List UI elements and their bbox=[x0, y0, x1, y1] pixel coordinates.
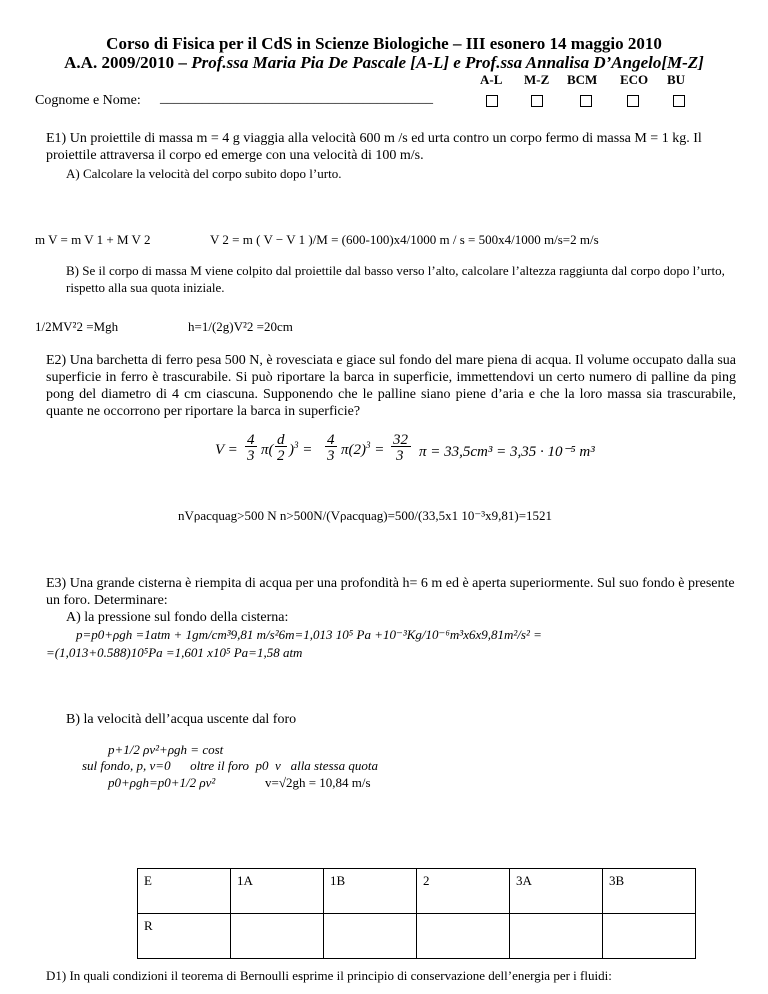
e3-solution-b-2: sul fondo, p, v=0 oltre il foro p0 v alla stessa quota bbox=[82, 758, 378, 773]
grading-table bbox=[137, 868, 696, 959]
grading-result-row bbox=[138, 914, 696, 959]
label-m-z: M-Z bbox=[524, 72, 550, 87]
e1-question-b: B) Se il corpo di massa M viene colpito dal proiettile dal basso verso l’alto, calcolare l’altezza raggiunta dal corpo dopo l’urto, rispetto alla sua quota iniziale. bbox=[66, 263, 725, 295]
e1-solution-a-1: m V = m V 1 + M V 2 bbox=[35, 232, 151, 247]
e3-solution-b-4: v=√2gh = 10,84 m/s bbox=[265, 775, 371, 790]
label-bu: BU bbox=[667, 72, 686, 87]
grading-cell[interactable] bbox=[510, 914, 603, 959]
label-eco: ECO bbox=[620, 72, 649, 87]
e1-solution-b-1: 1/2MV²2 =Mgh bbox=[35, 319, 119, 334]
d1-text: D1) In quali condizioni il teorema di Bernoulli esprime il principio di conservazione dell’energia per i fluidi: bbox=[46, 968, 612, 983]
checkbox-bcm[interactable] bbox=[580, 95, 592, 107]
grading-header-row bbox=[138, 869, 696, 914]
checkbox-a-l[interactable] bbox=[486, 95, 498, 107]
e1-solution-a-2: V 2 = m ( V − V 1 )/M = (600-100)x4/1000 m / s = 500x4/1000 m/s=2 m/s bbox=[210, 232, 599, 247]
e3-text: E3) Una grande cisterna è riempita di acqua per una profondità h= 6 m ed è aperta superiormente. Sul suo fondo è presente un foro. Determinare: bbox=[46, 576, 735, 608]
checkbox-m-z[interactable] bbox=[531, 95, 543, 107]
label-bcm: BCM bbox=[567, 72, 598, 87]
e3-solution-a-1: p=p0+ρgh =1atm + 1gm/cm³9,81 m/s²6m=1,013 10⁵ Pa +10⁻³Kg/10⁻⁶m³x6x9,81m²/s² = bbox=[76, 627, 542, 642]
grading-cell[interactable] bbox=[417, 914, 510, 959]
academic-year: A.A. 2009/2010 – bbox=[64, 53, 192, 72]
grading-cell[interactable] bbox=[324, 914, 417, 959]
checkbox-bu[interactable] bbox=[673, 95, 685, 107]
e3-question-a: A) la pressione sul fondo della cisterna: bbox=[66, 610, 289, 625]
e1-question-a: A) Calcolare la velocità del corpo subito dopo l’urto. bbox=[66, 166, 342, 181]
e2-solution: nVρacquag>500 N n>500N/(Vρacquag)=500/(33,5x1 10⁻³x9,81)=1521 bbox=[178, 508, 553, 523]
e3-solution-b-1: p+1/2 ρv²+ρgh = cost bbox=[108, 742, 224, 757]
e3-solution-a-2: =(1,013+0.588)10⁵Pa =1,601 x10⁵ Pa=1,58 atm bbox=[46, 645, 303, 660]
grading-header-cell: 1A bbox=[231, 869, 324, 914]
checkbox-eco[interactable] bbox=[627, 95, 639, 107]
name-field[interactable]: _______________________________________ bbox=[160, 91, 433, 106]
e1-text: E1) Un proiettile di massa m = 4 g viaggia alla velocità 600 m /s ed urta contro un corpo fermo di massa M = 1 kg. Il proiettile attraversa il corpo ed emerge con una velocità di 100 m/s. bbox=[46, 131, 702, 163]
grading-header-cell: 3A bbox=[510, 869, 603, 914]
e3-solution-b-3: p0+ρgh=p0+1/2 ρv² bbox=[108, 775, 216, 790]
e1-solution-b-2: h=1/(2g)V²2 =20cm bbox=[188, 319, 293, 334]
grading-row-label: R bbox=[138, 914, 231, 959]
grading-cell[interactable] bbox=[603, 914, 696, 959]
e2-formula-result: π = 33,5cm³ = 3,35 · 10⁻⁵ m³ bbox=[419, 444, 595, 460]
label-a-l: A-L bbox=[480, 72, 503, 87]
name-label: Cognome e Nome: bbox=[35, 93, 141, 108]
e3-question-b: B) la velocità dell’acqua uscente dal foro bbox=[66, 712, 297, 727]
grading-cell[interactable] bbox=[231, 914, 324, 959]
page-title: Corso di Fisica per il CdS in Scienze Biologiche – III esonero 14 maggio 2010 bbox=[106, 34, 662, 53]
grading-header-cell: 3B bbox=[603, 869, 696, 914]
e2-text: E2) Una barchetta di ferro pesa 500 N, è rovesciata e giace sul fondo del mare piena di acqua. Il volume occupato dalla sua superficie in ferro è trascurabile. Si può riportare la barca in superficie, immettendovi un certo numero di palline da ping pong del diametro di 4 cm ciascuna. Supponendo che le palline siano piene d’aria e che la loro massa sia trascurabile, quante ne occorrono per riportare la barca in superficie? bbox=[46, 353, 736, 419]
grading-header-cell: E bbox=[138, 869, 231, 914]
professors: Prof.ssa Maria Pia De Pascale [A-L] e Prof.ssa Annalisa D’Angelo[M-Z] bbox=[191, 53, 704, 72]
page-subtitle bbox=[0, 53, 768, 73]
grading-header-cell: 1B bbox=[324, 869, 417, 914]
grading-header-cell: 2 bbox=[417, 869, 510, 914]
